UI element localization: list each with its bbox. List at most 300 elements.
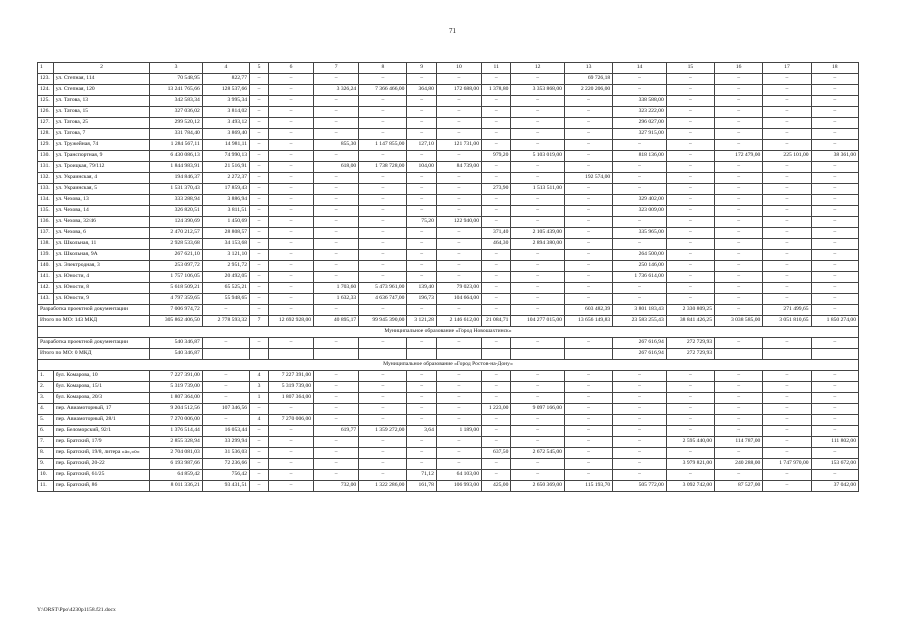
table-cell: – <box>268 426 313 437</box>
table-cell: 3 <box>250 382 269 393</box>
table-cell: 540 346,87 <box>150 349 202 360</box>
table-cell: 5 473 961,00 <box>359 283 407 294</box>
table-cell: – <box>250 305 269 316</box>
table-cell <box>268 349 313 360</box>
table-cell: – <box>407 107 436 118</box>
table-cell: 1 378,80 <box>482 85 511 96</box>
table-cell: 3 038 585,00 <box>715 316 763 327</box>
table-cell: – <box>811 393 858 404</box>
table-cell: 2 <box>53 63 150 74</box>
table-cell: 4 <box>250 371 269 382</box>
table-cell: – <box>715 283 763 294</box>
table-cell: 2 272,37 <box>202 173 249 184</box>
table-cell: 5 618 509,21 <box>150 283 202 294</box>
table-cell: – <box>407 184 436 195</box>
table-cell: – <box>666 426 714 437</box>
table-cell: 4 636 747,00 <box>359 294 407 305</box>
table-cell: 142. <box>38 283 54 294</box>
table-row <box>38 250 859 261</box>
table-header-row <box>38 63 859 74</box>
table-cell: 505 772,00 <box>613 481 667 492</box>
table-cell: 4 797 359,65 <box>150 294 202 305</box>
table-cell: 16 053,44 <box>202 426 249 437</box>
table-cell: – <box>811 261 858 272</box>
table-cell: – <box>314 272 359 283</box>
table-cell: – <box>436 305 481 316</box>
table-cell: – <box>666 217 714 228</box>
table-cell: 1 513 511,00 <box>511 184 565 195</box>
table-cell: – <box>763 96 811 107</box>
table-cell <box>564 349 612 360</box>
table-cell: – <box>811 206 858 217</box>
table-cell: – <box>666 382 714 393</box>
table-cell: – <box>511 371 565 382</box>
table-cell: 128. <box>38 129 54 140</box>
table-cell: – <box>482 272 511 283</box>
table-cell: 17 859,43 <box>202 184 249 195</box>
table-row <box>38 272 859 283</box>
table-cell: – <box>268 338 313 349</box>
table-cell: 18 <box>811 63 858 74</box>
table-cell: – <box>482 426 511 437</box>
table-cell: – <box>666 162 714 173</box>
table-row <box>38 382 859 393</box>
table-cell: – <box>763 261 811 272</box>
table-cell: – <box>250 206 269 217</box>
table-cell: – <box>250 470 269 481</box>
table-cell: – <box>666 404 714 415</box>
table-cell: 20 492,05 <box>202 272 249 283</box>
table-cell: – <box>436 371 481 382</box>
table-cell: – <box>407 118 436 129</box>
table-cell: 1 807 364,00 <box>150 393 202 404</box>
table-cell: – <box>359 184 407 195</box>
table-cell: 619,77 <box>314 426 359 437</box>
table-cell: – <box>763 162 811 173</box>
table-cell: – <box>202 371 249 382</box>
table-cell: – <box>250 404 269 415</box>
table-cell: – <box>407 74 436 85</box>
table-cell: – <box>613 470 667 481</box>
table-cell: – <box>359 206 407 217</box>
table-cell: 107 346,56 <box>202 404 249 415</box>
table-cell: – <box>613 404 667 415</box>
table-cell: – <box>564 382 612 393</box>
table-cell: – <box>666 239 714 250</box>
table-cell: – <box>482 415 511 426</box>
table-cell: – <box>715 261 763 272</box>
table-cell: – <box>359 173 407 184</box>
table-cell: – <box>564 272 612 283</box>
table-cell: 618,00 <box>314 162 359 173</box>
table-row <box>38 151 859 162</box>
table-cell: – <box>666 118 714 129</box>
table-cell: 5 319 739,00 <box>268 382 313 393</box>
table-row <box>38 195 859 206</box>
table-cell: – <box>250 426 269 437</box>
table-body <box>38 63 859 492</box>
table-cell: 140. <box>38 261 54 272</box>
table-cell: – <box>715 250 763 261</box>
table-cell: – <box>314 118 359 129</box>
table-cell: – <box>811 272 858 283</box>
table-row <box>38 448 859 459</box>
table-cell: – <box>511 118 565 129</box>
table-cell: Разработка проектной документации <box>38 305 150 316</box>
table-cell: – <box>314 404 359 415</box>
table-cell <box>202 349 249 360</box>
table-cell: 137. <box>38 228 54 239</box>
table-cell: 38 361,00 <box>811 151 858 162</box>
table-cell: – <box>666 415 714 426</box>
table-cell: – <box>268 448 313 459</box>
table-cell: – <box>314 239 359 250</box>
table-cell: пер. Братский, 19/8, литера «а»,«о» <box>53 448 150 459</box>
table-cell: – <box>763 426 811 437</box>
table-cell: – <box>314 250 359 261</box>
table-cell: 7 366 466,00 <box>359 85 407 96</box>
table-cell: пер. Братский, 86 <box>53 481 150 492</box>
table-cell: – <box>564 151 612 162</box>
table-cell: – <box>564 239 612 250</box>
table-cell: – <box>250 85 269 96</box>
table-row <box>38 437 859 448</box>
table-cell: 134. <box>38 195 54 206</box>
table-cell: – <box>268 459 313 470</box>
table-cell: – <box>763 228 811 239</box>
table-cell: 855,30 <box>314 140 359 151</box>
table-cell: – <box>613 283 667 294</box>
table-cell: – <box>436 404 481 415</box>
table-cell: – <box>715 393 763 404</box>
table-cell: пер. Братский, 17/9 <box>53 437 150 448</box>
table-cell: 272 729,93 <box>666 349 714 360</box>
table-cell: 271 499,65 <box>763 305 811 316</box>
table-cell: 272 729,93 <box>666 338 714 349</box>
table-cell: – <box>811 338 858 349</box>
table-cell: 14 981,11 <box>202 140 249 151</box>
table-cell: – <box>407 261 436 272</box>
table-cell: – <box>407 151 436 162</box>
table-cell: – <box>436 195 481 206</box>
table-cell: пер. Братский, 61/25 <box>53 470 150 481</box>
table-cell: – <box>482 140 511 151</box>
table-cell: – <box>314 206 359 217</box>
table-cell: – <box>564 228 612 239</box>
table-cell: 5. <box>38 415 54 426</box>
table-cell: Итого по МО: 143 МКД <box>38 316 150 327</box>
table-cell: 1. <box>38 371 54 382</box>
table-cell: – <box>359 393 407 404</box>
table-cell: – <box>666 250 714 261</box>
table-row <box>38 459 859 470</box>
table-cell: 637,50 <box>482 448 511 459</box>
table-cell: 818 136,00 <box>613 151 667 162</box>
design-docs-row <box>38 338 859 349</box>
table-cell: – <box>564 107 612 118</box>
table-cell: 9. <box>38 459 54 470</box>
table-cell: – <box>613 239 667 250</box>
table-cell: бул. Комарова, 20/3 <box>53 393 150 404</box>
table-cell: – <box>359 470 407 481</box>
table-cell: – <box>666 107 714 118</box>
table-cell: – <box>666 206 714 217</box>
table-cell: 139,40 <box>407 283 436 294</box>
table-cell: – <box>436 151 481 162</box>
table-cell: 299 520,12 <box>150 118 202 129</box>
table-cell: – <box>511 382 565 393</box>
table-cell: – <box>314 338 359 349</box>
table-cell: – <box>202 415 249 426</box>
table-cell: 5 319 739,00 <box>150 382 202 393</box>
table-cell: – <box>715 173 763 184</box>
table-cell: 1 376 514,44 <box>150 426 202 437</box>
table-cell: – <box>564 459 612 470</box>
table-cell: – <box>511 195 565 206</box>
table-cell: – <box>763 195 811 206</box>
table-cell: – <box>359 371 407 382</box>
table-cell: – <box>715 184 763 195</box>
table-cell: – <box>811 217 858 228</box>
table-cell: – <box>666 184 714 195</box>
table-cell: – <box>564 140 612 151</box>
table-cell: 3 092 742,00 <box>666 481 714 492</box>
table-cell: 17 <box>763 63 811 74</box>
table-cell: – <box>407 393 436 404</box>
table-cell: 8 <box>359 63 407 74</box>
table-cell: – <box>811 305 858 316</box>
table-cell: 40 895,17 <box>314 316 359 327</box>
table-cell: 11. <box>38 481 54 492</box>
table-cell: ул. Татова, 7 <box>53 129 150 140</box>
table-cell: – <box>482 107 511 118</box>
table-cell: – <box>268 470 313 481</box>
table-cell: – <box>250 162 269 173</box>
table-cell: – <box>268 272 313 283</box>
table-cell: – <box>482 74 511 85</box>
table-cell: 28 808,57 <box>202 228 249 239</box>
table-cell: – <box>268 107 313 118</box>
table-cell: ул. Школьная, 9А <box>53 250 150 261</box>
table-cell: 2 778 593,32 <box>202 316 249 327</box>
table-cell: 267 616,94 <box>613 338 667 349</box>
table-cell: – <box>763 371 811 382</box>
table-cell: 364,80 <box>407 85 436 96</box>
table-cell: – <box>763 415 811 426</box>
table-cell: ул. Транспортная, 9 <box>53 151 150 162</box>
table-row <box>38 184 859 195</box>
table-cell: 333 288,94 <box>150 195 202 206</box>
table-cell: 3 326,24 <box>314 85 359 96</box>
table-cell: – <box>811 140 858 151</box>
table-cell: – <box>564 294 612 305</box>
table-cell: – <box>564 261 612 272</box>
table-row <box>38 404 859 415</box>
table-cell: пер. Братский, 20-22 <box>53 459 150 470</box>
budget-table <box>37 62 859 492</box>
table-cell: 342 583,34 <box>150 96 202 107</box>
table-cell: – <box>314 382 359 393</box>
table-cell: 2 855 328,94 <box>150 437 202 448</box>
table-cell: 2 650 369,00 <box>511 481 565 492</box>
table-cell: – <box>359 228 407 239</box>
table-cell: – <box>811 426 858 437</box>
table-cell: 21 084,71 <box>482 316 511 327</box>
table-cell: 3 <box>150 63 202 74</box>
table-cell: – <box>715 96 763 107</box>
table-cell: 64 859,42 <box>150 470 202 481</box>
table-cell: – <box>436 448 481 459</box>
table-row <box>38 85 859 96</box>
table-cell: – <box>613 437 667 448</box>
table-cell: 3,64 <box>407 426 436 437</box>
table-cell: ул. Татова, 15 <box>53 107 150 118</box>
table-cell: – <box>359 217 407 228</box>
table-cell: – <box>250 217 269 228</box>
table-cell: – <box>511 261 565 272</box>
table-cell: – <box>250 173 269 184</box>
table-cell: 131. <box>38 162 54 173</box>
table-cell: 1 703,60 <box>314 283 359 294</box>
table-cell: – <box>613 173 667 184</box>
table-cell: – <box>763 481 811 492</box>
table-cell: – <box>564 470 612 481</box>
table-row <box>38 217 859 228</box>
table-cell: – <box>811 107 858 118</box>
table-cell: – <box>511 107 565 118</box>
table-row <box>38 129 859 140</box>
table-cell: 13 656 149,83 <box>564 316 612 327</box>
table-cell: 7 270 006,00 <box>268 415 313 426</box>
table-cell: – <box>268 173 313 184</box>
table-cell: – <box>407 404 436 415</box>
table-cell: – <box>359 404 407 415</box>
table-cell: – <box>811 184 858 195</box>
table-row <box>38 294 859 305</box>
table-cell: 12 692 928,00 <box>268 316 313 327</box>
table-cell: – <box>268 437 313 448</box>
table-cell: – <box>564 162 612 173</box>
table-cell: – <box>482 305 511 316</box>
table-cell: – <box>407 415 436 426</box>
table-cell: – <box>407 195 436 206</box>
table-cell: 2. <box>38 382 54 393</box>
table-cell: 3 995,34 <box>202 96 249 107</box>
table-cell: ул. Украинская, 4 <box>53 173 150 184</box>
table-cell: – <box>436 393 481 404</box>
table-cell: – <box>314 217 359 228</box>
table-row <box>38 107 859 118</box>
budget-table-container <box>37 62 859 492</box>
table-cell: – <box>250 140 269 151</box>
table-cell: Разработка проектной документации <box>38 338 150 349</box>
table-cell: – <box>564 338 612 349</box>
table-cell: 1 844 983,91 <box>150 162 202 173</box>
table-cell: – <box>564 371 612 382</box>
table-cell: – <box>436 382 481 393</box>
table-cell: 126. <box>38 107 54 118</box>
table-cell: 124. <box>38 85 54 96</box>
table-cell: – <box>613 184 667 195</box>
table-cell: – <box>564 217 612 228</box>
table-cell: – <box>763 85 811 96</box>
table-cell: 114 787,00 <box>715 437 763 448</box>
table-cell: – <box>314 305 359 316</box>
design-docs-row <box>38 305 859 316</box>
table-cell: – <box>436 272 481 283</box>
table-cell: – <box>811 96 858 107</box>
table-cell: – <box>268 305 313 316</box>
table-row <box>38 239 859 250</box>
table-cell: 79 023,00 <box>436 283 481 294</box>
table-row <box>38 393 859 404</box>
table-cell: Итого по МО: 0 МКД <box>38 349 150 360</box>
table-cell: 1 632,33 <box>314 294 359 305</box>
table-cell: ул. Чехова, 14 <box>53 206 150 217</box>
table-cell: 3 121,28 <box>407 316 436 327</box>
table-cell: – <box>613 426 667 437</box>
table-cell: 9 204 512,56 <box>150 404 202 415</box>
table-cell: – <box>763 173 811 184</box>
table-cell: – <box>250 261 269 272</box>
table-cell: – <box>564 404 612 415</box>
table-cell: 1 189,00 <box>436 426 481 437</box>
table-cell: – <box>715 195 763 206</box>
table-cell: 136. <box>38 217 54 228</box>
table-cell: – <box>763 294 811 305</box>
table-cell: 65 525,21 <box>202 283 249 294</box>
table-cell: 3 811,51 <box>202 206 249 217</box>
table-cell: – <box>715 426 763 437</box>
table-cell: – <box>666 173 714 184</box>
table-cell <box>763 349 811 360</box>
table-cell: – <box>511 437 565 448</box>
table-cell: 1 850 274,00 <box>811 316 858 327</box>
table-cell: 2 894 380,00 <box>511 239 565 250</box>
table-cell: Муниципальное образование «Город Новошахтинск» <box>38 327 859 338</box>
table-cell: – <box>564 206 612 217</box>
table-cell: – <box>436 173 481 184</box>
table-cell: ул. Украинская, 5 <box>53 184 150 195</box>
table-cell: 3 801 183,43 <box>613 305 667 316</box>
table-cell: 16 <box>715 63 763 74</box>
table-cell: – <box>511 338 565 349</box>
table-cell: – <box>715 272 763 283</box>
table-cell: – <box>511 129 565 140</box>
table-cell: 1 807 364,00 <box>268 393 313 404</box>
table-cell: – <box>482 217 511 228</box>
table-cell: – <box>268 481 313 492</box>
table-cell: – <box>314 371 359 382</box>
table-cell: – <box>564 448 612 459</box>
table-cell <box>407 349 436 360</box>
table-cell: – <box>482 437 511 448</box>
table-cell: 3 493,12 <box>202 118 249 129</box>
table-cell: – <box>666 272 714 283</box>
table-cell: – <box>436 129 481 140</box>
table-cell: – <box>482 162 511 173</box>
table-cell: 464,30 <box>482 239 511 250</box>
table-cell: – <box>715 294 763 305</box>
table-cell: – <box>359 448 407 459</box>
table-cell: 9 <box>407 63 436 74</box>
table-cell: 127. <box>38 118 54 129</box>
table-cell: – <box>268 162 313 173</box>
table-cell: – <box>763 217 811 228</box>
table-cell: – <box>666 294 714 305</box>
table-cell: ул. Электродная, 3 <box>53 261 150 272</box>
table-cell: ул. Юности, 8 <box>53 283 150 294</box>
